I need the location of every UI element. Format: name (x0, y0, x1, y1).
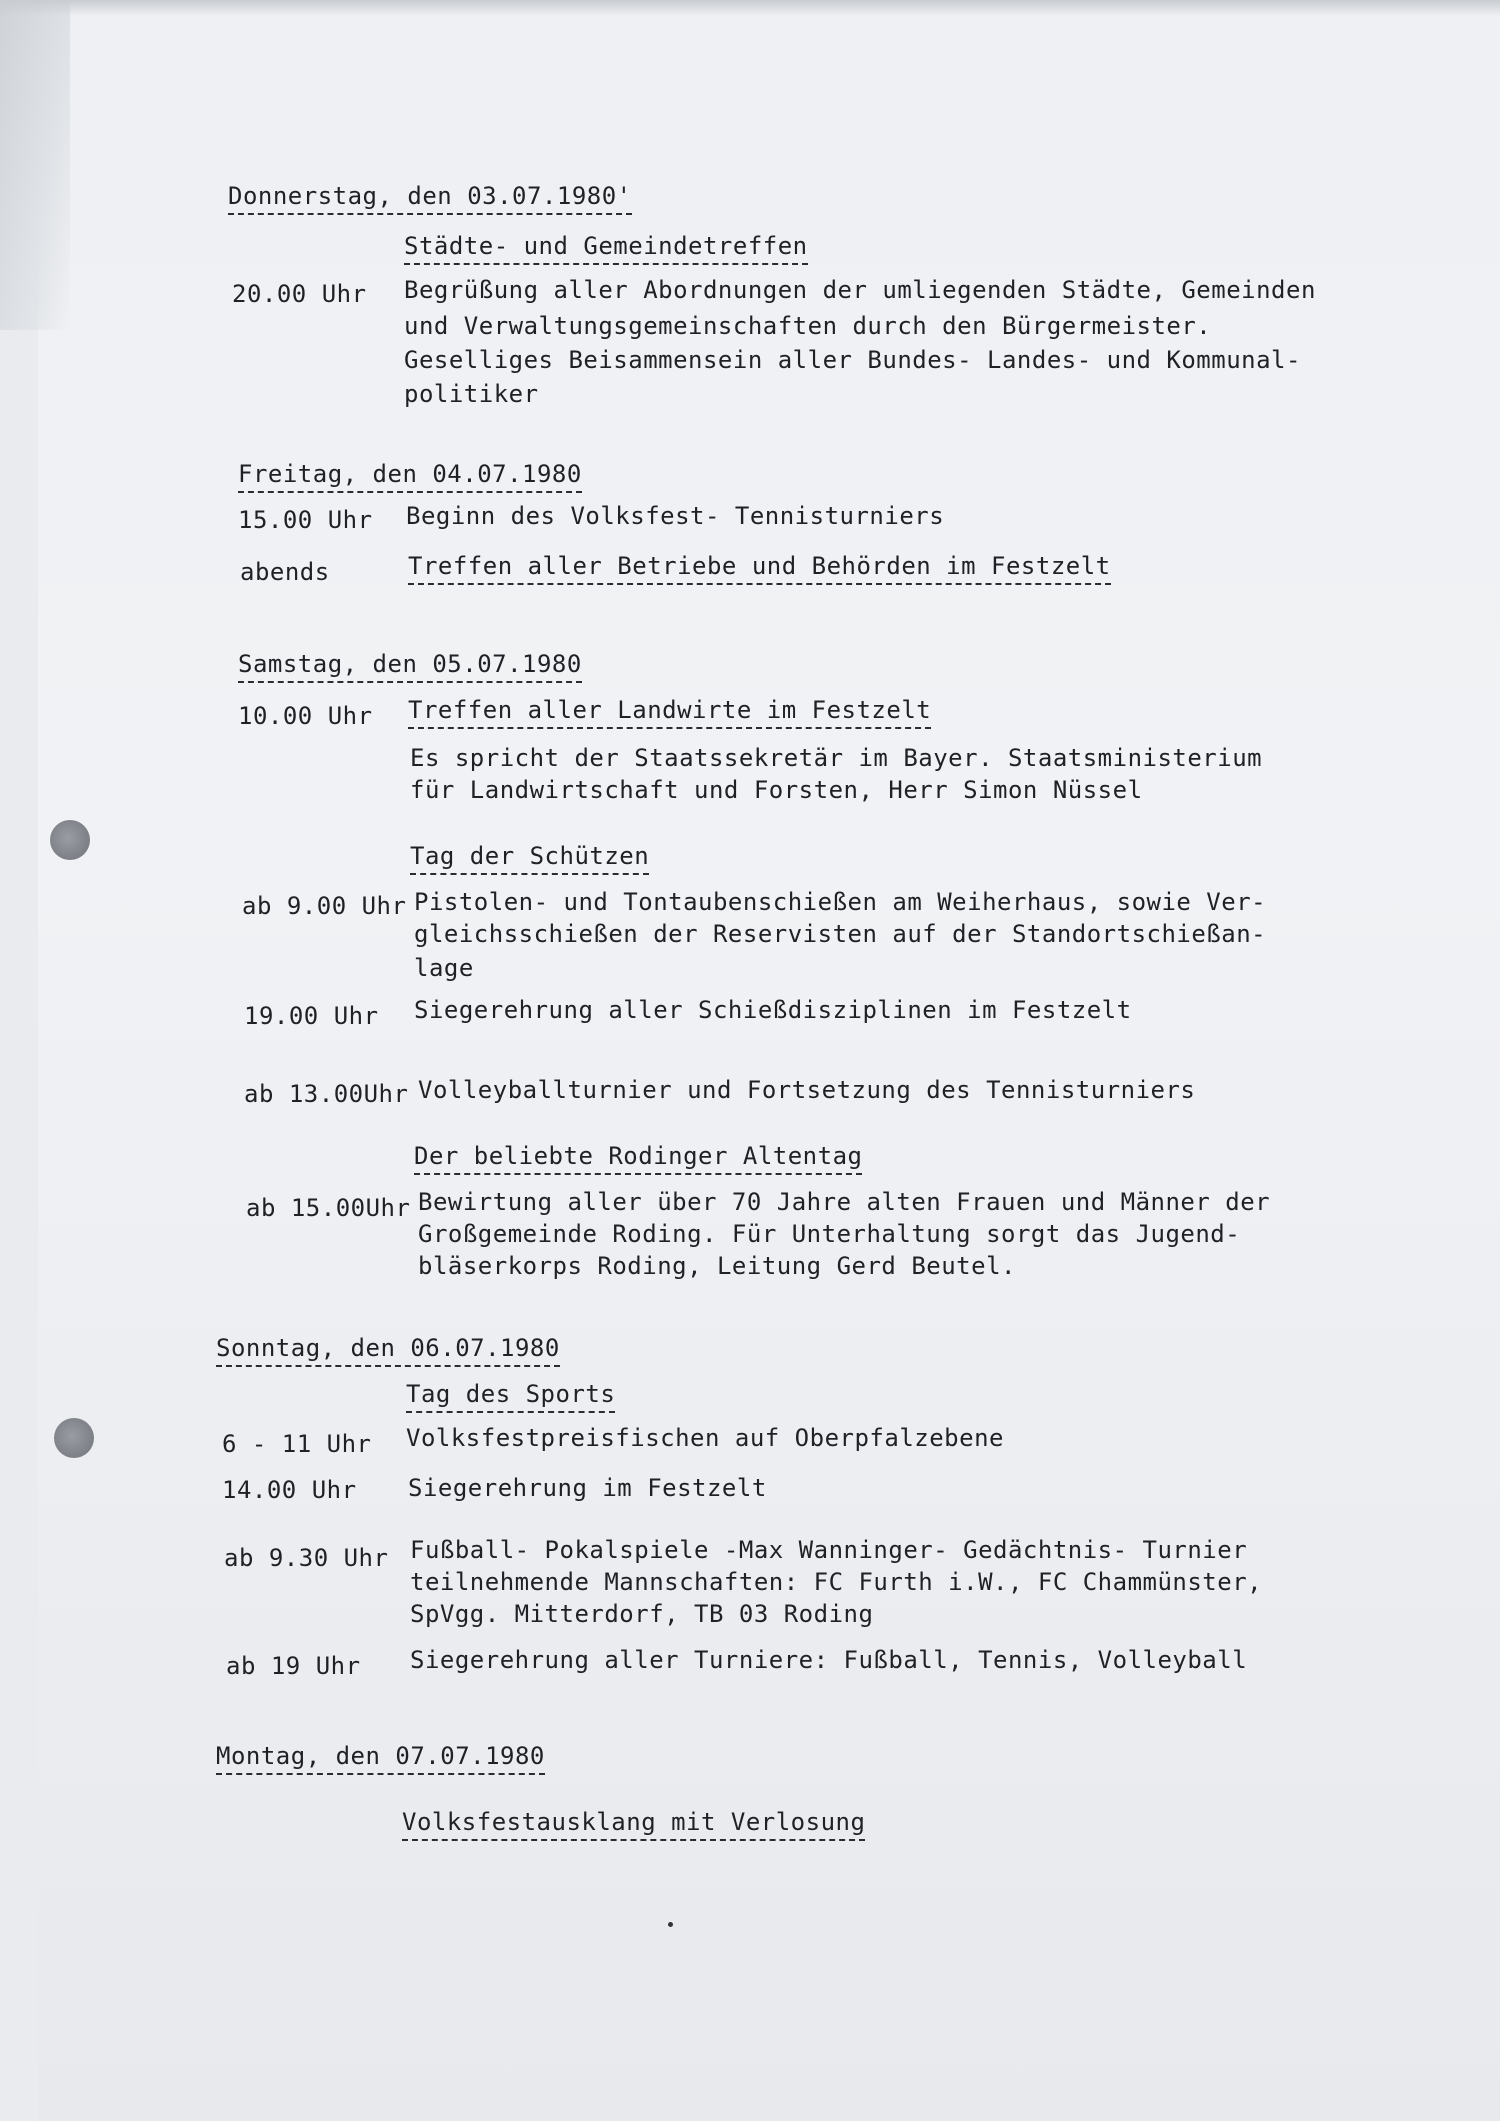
section-subtitle: Der beliebte Rodinger Altentag (414, 1140, 862, 1175)
entry-text: Siegerehrung aller Turniere: Fußball, Tennis, Volleyball (410, 1646, 1248, 1674)
entry-time: 10.00 Uhr (238, 702, 373, 730)
day-heading-sunday: Sonntag, den 06.07.1980 (216, 1332, 560, 1367)
entry-time: 20.00 Uhr (232, 280, 367, 308)
day-heading-saturday: Samstag, den 05.07.1980 (238, 648, 582, 683)
entry-text: Fußball- Pokalspiele -Max Wanninger- Gedächtnis- Turnier (410, 1536, 1248, 1564)
entry-text: teilnehmende Mannschaften: FC Furth i.W., FC Chammünster, (410, 1568, 1263, 1596)
section-subtitle: Tag der Schützen (410, 840, 649, 875)
punch-hole-icon (50, 820, 90, 860)
entry-text: SpVgg. Mitterdorf, TB 03 Roding (410, 1600, 874, 1628)
entry-text: bläserkorps Roding, Leitung Gerd Beutel. (418, 1252, 1016, 1280)
top-shadow (0, 0, 1500, 16)
entry-time: ab 19 Uhr (226, 1652, 361, 1680)
entry-text: Geselliges Beisammensein aller Bundes- Landes- und Kommunal- (404, 346, 1301, 374)
entry-time: ab 15.00Uhr (246, 1194, 411, 1222)
entry-time: ab 9.00 Uhr (242, 892, 407, 920)
entry-text: Treffen aller Betriebe und Behörden im Festzelt (408, 550, 1111, 585)
page-edge-shadow (0, 0, 70, 330)
entry-text: Volksfestpreisfischen auf Oberpfalzebene (406, 1424, 1004, 1452)
entry-text: Siegerehrung aller Schießdisziplinen im Festzelt (414, 996, 1132, 1024)
entry-text: politiker (404, 380, 539, 408)
day-heading-thursday: Donnerstag, den 03.07.1980' (228, 180, 632, 215)
entry-text: Es spricht der Staatssekretär im Bayer. Staatsministerium (410, 744, 1263, 772)
entry-time: ab 13.00Uhr (244, 1080, 409, 1108)
day-heading-monday: Montag, den 07.07.1980 (216, 1740, 545, 1775)
entry-text: Begrüßung aller Abordnungen der umliegenden Städte, Gemeinden (404, 276, 1316, 304)
entry-text: Treffen aller Landwirte im Festzelt (408, 694, 931, 729)
entry-text: Großgemeinde Roding. Für Unterhaltung sorgt das Jugend- (418, 1220, 1241, 1248)
speck (668, 1922, 673, 1927)
entry-text: Beginn des Volksfest- Tennisturniers (406, 502, 945, 530)
entry-text: Siegerehrung im Festzelt (408, 1474, 767, 1502)
day-subtitle: Tag des Sports (406, 1378, 615, 1413)
entry-time: 15.00 Uhr (238, 506, 373, 534)
entry-text: lage (414, 954, 474, 982)
entry-time: 19.00 Uhr (244, 1002, 379, 1030)
entry-time: abends (240, 558, 330, 586)
entry-time: ab 9.30 Uhr (224, 1544, 389, 1572)
entry-time: 6 - 11 Uhr (222, 1430, 372, 1458)
entry-text: und Verwaltungsgemeinschaften durch den Bürgermeister. (404, 312, 1212, 340)
punch-hole-icon (54, 1418, 94, 1458)
entry-text: Pistolen- und Tontaubenschießen am Weiherhaus, sowie Ver- (414, 888, 1267, 916)
day-subtitle: Städte- und Gemeindetreffen (404, 230, 808, 265)
day-subtitle: Volksfestausklang mit Verlosung (402, 1806, 865, 1841)
entry-text: gleichsschießen der Reservisten auf der Standortschießan- (414, 920, 1267, 948)
entry-text: Volleyballturnier und Fortsetzung des Tennisturniers (418, 1076, 1196, 1104)
day-heading-friday: Freitag, den 04.07.1980 (238, 458, 582, 493)
entry-text: Bewirtung aller über 70 Jahre alten Frauen und Männer der (418, 1188, 1271, 1216)
entry-time: 14.00 Uhr (222, 1476, 357, 1504)
entry-text: für Landwirtschaft und Forsten, Herr Simon Nüssel (410, 776, 1143, 804)
